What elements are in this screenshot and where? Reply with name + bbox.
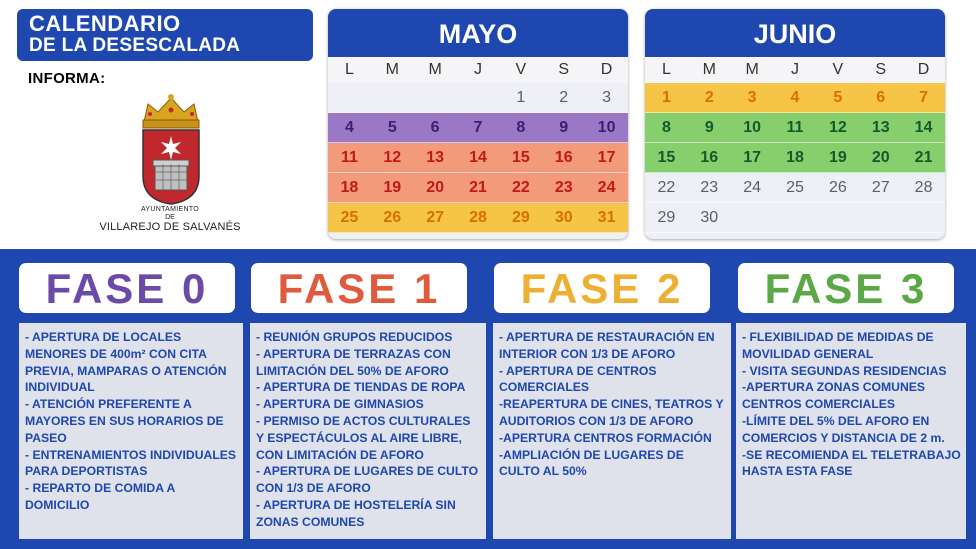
weekday-label: S	[558, 61, 570, 78]
calendar-day: 10	[731, 113, 774, 143]
calendar-mayo	[328, 9, 628, 239]
calendar-day: 25	[774, 173, 817, 203]
calendar-day: 16	[542, 143, 585, 173]
fase-0-item: - REPARTO DE COMIDA A DOMICILIO	[25, 481, 175, 512]
title-line-1: CALENDARIO	[29, 11, 181, 36]
calendar-day: 21	[902, 143, 945, 173]
calendar-blank-cell	[731, 203, 774, 233]
weekday-header	[328, 57, 628, 83]
fase-2-item: -APERTURA CENTROS FORMACIÓN	[499, 430, 712, 445]
title-line-2: DE LA DESESCALADA	[29, 35, 241, 56]
calendar-day: 11	[774, 113, 817, 143]
fase-2-title: FASE 2	[494, 263, 710, 313]
calendar-day: 6	[859, 83, 902, 113]
calendar-day: 12	[816, 113, 859, 143]
calendar-day: 1	[645, 83, 688, 113]
calendar-day: 16	[688, 143, 731, 173]
calendar-day: 13	[414, 143, 457, 173]
calendar-day: 5	[816, 83, 859, 113]
calendar-day: 30	[688, 203, 731, 233]
ayuntamiento-line-2: DE	[165, 214, 175, 221]
calendar-blank-cell	[902, 203, 945, 233]
weekday-label: L	[344, 61, 354, 78]
fase-1-panel	[250, 323, 486, 539]
fase-2-item: -REAPERTURA DE CINES, TEATROS Y AUDITORIOS CON 1/3 DE AFORO	[499, 397, 724, 428]
calendar-day: 23	[542, 173, 585, 203]
weekday-label: D	[600, 61, 613, 78]
calendar-day: 20	[859, 143, 902, 173]
calendar-day: 26	[371, 203, 414, 233]
weekday-label: M	[745, 61, 759, 78]
fase-1-title: FASE 1	[251, 263, 467, 313]
calendar-day: 1	[499, 83, 542, 113]
fase-3-panel	[736, 323, 966, 539]
informa-label: INFORMA:	[28, 70, 106, 87]
fase-2-item: - APERTURA DE RESTAURACIÓN EN INTERIOR CON 1/3 DE AFORO	[499, 330, 715, 361]
calendar-junio	[645, 9, 945, 239]
calendar-junio-title: JUNIO	[645, 9, 945, 57]
fase-3-title: FASE 3	[738, 263, 954, 313]
calendar-day: 4	[774, 83, 817, 113]
calendar-day: 2	[688, 83, 731, 113]
calendar-day: 22	[499, 173, 542, 203]
calendar-day: 18	[328, 173, 371, 203]
calendar-blank-cell	[328, 83, 371, 113]
calendar-day: 14	[902, 113, 945, 143]
weekday-header	[645, 57, 945, 83]
calendar-day: 24	[585, 173, 628, 203]
calendar-day: 14	[457, 143, 500, 173]
weekday-label: J	[790, 61, 799, 78]
weekday-label: V	[832, 61, 844, 78]
calendar-day: 31	[585, 203, 628, 233]
calendar-day: 5	[371, 113, 414, 143]
calendar-day: 19	[371, 173, 414, 203]
calendar-blank-cell	[774, 203, 817, 233]
fase-1-item: - REUNIÓN GRUPOS REDUCIDOS	[256, 330, 453, 344]
calendar-day: 11	[328, 143, 371, 173]
calendar-day: 12	[371, 143, 414, 173]
calendar-blank-cell	[414, 83, 457, 113]
calendar-day: 2	[542, 83, 585, 113]
fase-0-item: - ENTRENAMIENTOS INDIVIDUALES PARA DEPORTISTAS	[25, 447, 237, 479]
calendar-day: 28	[457, 203, 500, 233]
weekday-label: S	[875, 61, 887, 78]
fase-1-item: - APERTURA DE TIENDAS DE ROPA	[256, 380, 466, 395]
fase-3-item: - FLEXIBILIDAD DE MEDIDAS DE MOVILIDAD GENERAL	[742, 330, 934, 361]
calendar-day: 26	[816, 173, 859, 203]
calendar-blank-cell	[457, 83, 500, 113]
calendar-day: 18	[774, 143, 817, 173]
calendar-day: 13	[859, 113, 902, 143]
calendar-day: 9	[542, 113, 585, 143]
calendar-day: 29	[645, 203, 688, 233]
calendar-day: 10	[585, 113, 628, 143]
weekday-label: J	[473, 61, 482, 78]
calendar-day: 20	[414, 173, 457, 203]
fase-0-panel	[19, 323, 243, 539]
fase-1-item: - APERTURA DE TERRAZAS CON LIMITACIÓN DEL 50% DE AFORO	[256, 346, 451, 378]
weekday-label: M	[385, 61, 399, 78]
fase-0-item: - ATENCIÓN PREFERENTE A MAYORES EN SUS HORARIOS DE PASEO	[25, 397, 224, 445]
fase-3-item: -APERTURA ZONAS COMUNES CENTROS COMERCIALES	[742, 380, 926, 412]
fase-0-item: - APERTURA DE LOCALES MENORES DE 400m² CON CITA PREVIA, MAMPARAS O ATENCIÓN INDIVIDUAL	[25, 330, 227, 395]
ayuntamiento-line-3: VILLAREJO DE SALVANÉS	[99, 221, 241, 233]
weekday-label: V	[515, 61, 527, 78]
calendar-day: 24	[731, 173, 774, 203]
fase-3-item: -SE RECOMIENDA EL TELETRABAJO HASTA ESTA FASE	[742, 447, 961, 479]
weekday-label: M	[428, 61, 442, 78]
calendar-day: 8	[645, 113, 688, 143]
calendar-day: 15	[645, 143, 688, 173]
calendar-day: 27	[414, 203, 457, 233]
ayuntamiento-line-1: AYUNTAMIENTO	[140, 206, 200, 213]
title-banner	[17, 9, 313, 61]
fase-1-item: - APERTURA DE HOSTELERÍA SIN ZONAS COMUNES	[256, 497, 456, 529]
calendar-day: 7	[457, 113, 500, 143]
fase-3-item: - VISITA SEGUNDAS RESIDENCIAS	[742, 363, 947, 378]
calendar-day: 15	[499, 143, 542, 173]
calendar-day: 19	[816, 143, 859, 173]
calendar-day: 17	[731, 143, 774, 173]
ayuntamiento-label	[90, 206, 250, 234]
calendar-day: 4	[328, 113, 371, 143]
calendar-blank-cell	[859, 203, 902, 233]
calendar-day: 7	[902, 83, 945, 113]
fase-3-item: -LÍMITE DEL 5% DEL AFORO EN COMERCIOS Y DISTANCIA DE 2 m.	[742, 413, 945, 445]
fase-2-item: - APERTURA DE CENTROS COMERCIALES	[499, 363, 657, 395]
calendar-blank-cell	[371, 83, 414, 113]
calendar-mayo-title: MAYO	[328, 9, 628, 57]
calendar-day: 8	[499, 113, 542, 143]
calendar-junio-grid	[645, 83, 945, 233]
calendar-day: 28	[902, 173, 945, 203]
calendar-day: 6	[414, 113, 457, 143]
calendar-day: 27	[859, 173, 902, 203]
weekday-label: D	[917, 61, 930, 78]
calendar-day: 9	[688, 113, 731, 143]
weekday-label: M	[702, 61, 716, 78]
fase-2-panel	[493, 323, 731, 539]
weekday-label: L	[661, 61, 671, 78]
fase-1-item: - APERTURA DE GIMNASIOS	[256, 397, 424, 412]
calendar-day: 3	[731, 83, 774, 113]
calendar-day: 25	[328, 203, 371, 233]
calendar-day: 17	[585, 143, 628, 173]
fase-1-item: - PERMISO DE ACTOS CULTURALES Y ESPECTÁCULOS AL AIRE LIBRE, CON LIMITACIÓN DE AFORO	[256, 413, 471, 462]
calendar-day: 29	[499, 203, 542, 233]
calendar-day: 22	[645, 173, 688, 203]
calendar-blank-cell	[816, 203, 859, 233]
fase-1-item: - APERTURA DE LUGARES DE CULTO CON 1/3 DE AFORO	[256, 464, 479, 496]
fase-2-item: -AMPLIACIÓN DE LUGARES DE CULTO AL 50%	[499, 447, 684, 479]
calendar-day: 3	[585, 83, 628, 113]
calendar-day: 23	[688, 173, 731, 203]
fase-0-title: FASE 0	[19, 263, 235, 313]
coat-of-arms-icon	[138, 92, 204, 206]
calendar-mayo-grid	[328, 83, 628, 233]
calendar-day: 21	[457, 173, 500, 203]
calendar-day: 30	[542, 203, 585, 233]
